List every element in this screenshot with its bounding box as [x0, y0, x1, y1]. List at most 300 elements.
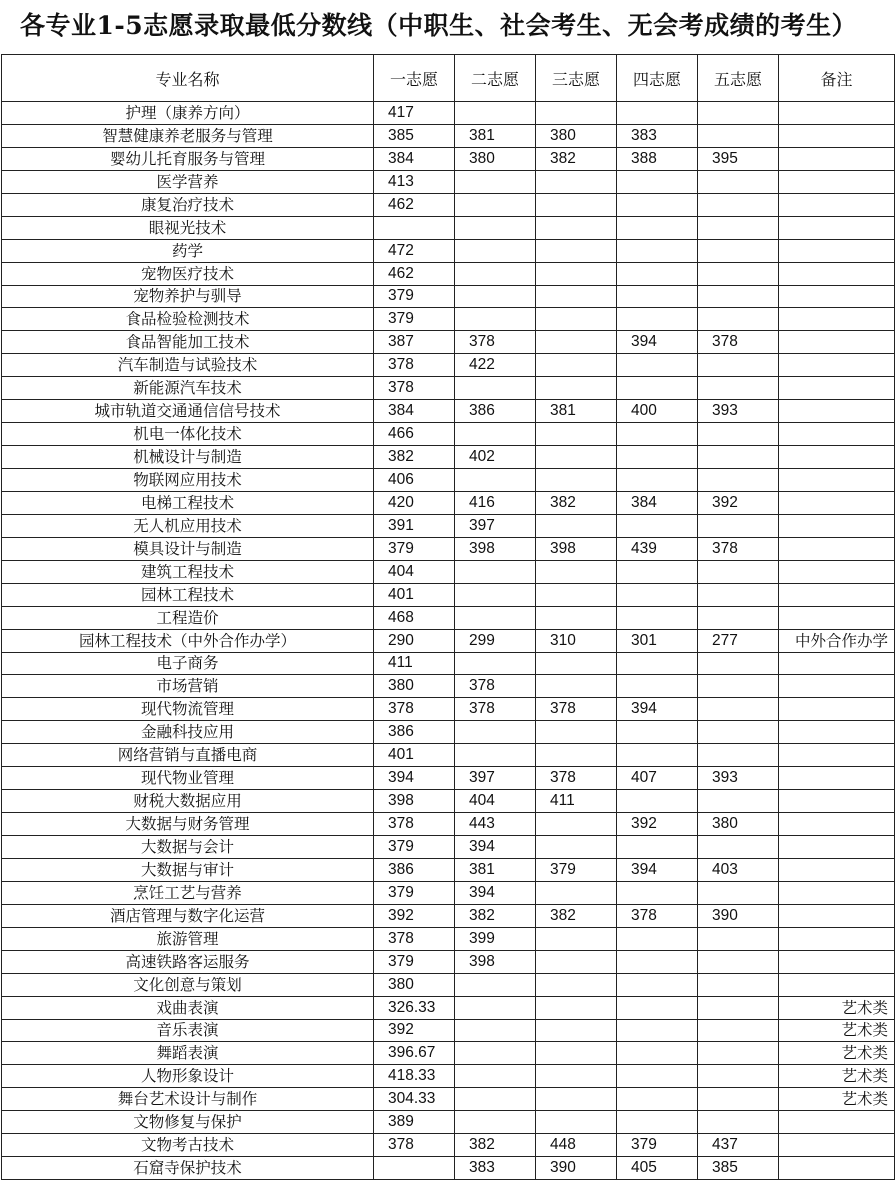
- score-choice-2-cell: 382: [455, 1134, 536, 1157]
- score-choice-4-cell: [617, 239, 698, 262]
- major-name-cell: 食品智能加工技术: [2, 331, 374, 354]
- major-name-cell: 大数据与审计: [2, 858, 374, 881]
- score-choice-4-cell: [617, 721, 698, 744]
- major-name-cell: 石窟寺保护技术: [2, 1157, 374, 1180]
- score-choice-2-cell: [455, 1019, 536, 1042]
- remarks-cell: [779, 469, 895, 492]
- score-choice-3-cell: 380: [536, 124, 617, 147]
- table-row: [2, 446, 895, 469]
- score-choice-3-cell: [536, 881, 617, 904]
- score-choice-3-cell: 381: [536, 400, 617, 423]
- remarks-cell: [779, 973, 895, 996]
- major-name-cell: 眼视光技术: [2, 216, 374, 239]
- score-choice-1-cell: 391: [374, 514, 455, 537]
- score-choice-5-cell: [698, 790, 779, 813]
- major-name-cell: 舞蹈表演: [2, 1042, 374, 1065]
- score-choice-1-cell: 401: [374, 583, 455, 606]
- table-row: [2, 377, 895, 400]
- score-choice-1-cell: 379: [374, 308, 455, 331]
- remarks-cell: [779, 377, 895, 400]
- score-choice-5-cell: 277: [698, 629, 779, 652]
- table-row: [2, 606, 895, 629]
- score-choice-2-cell: [455, 102, 536, 125]
- remarks-cell: 艺术类: [779, 1065, 895, 1088]
- score-choice-3-cell: 378: [536, 767, 617, 790]
- remarks-cell: [779, 446, 895, 469]
- score-choice-2-cell: [455, 170, 536, 193]
- score-choice-5-cell: [698, 1111, 779, 1134]
- score-choice-5-cell: [698, 950, 779, 973]
- score-choice-4-cell: [617, 881, 698, 904]
- score-choice-3-cell: [536, 1019, 617, 1042]
- remarks-cell: [779, 308, 895, 331]
- remarks-cell: [779, 790, 895, 813]
- major-name-cell: 模具设计与制造: [2, 537, 374, 560]
- remarks-cell: [779, 491, 895, 514]
- major-name-cell: 舞台艺术设计与制作: [2, 1088, 374, 1111]
- major-name-cell: 药学: [2, 239, 374, 262]
- remarks-cell: [779, 354, 895, 377]
- header-choice-3: 三志愿: [536, 55, 617, 102]
- score-choice-2-cell: [455, 423, 536, 446]
- score-choice-3-cell: 398: [536, 537, 617, 560]
- score-choice-3-cell: [536, 1088, 617, 1111]
- major-name-cell: 市场营销: [2, 675, 374, 698]
- score-choice-5-cell: [698, 216, 779, 239]
- major-name-cell: 网络营销与直播电商: [2, 744, 374, 767]
- major-name-cell: 康复治疗技术: [2, 193, 374, 216]
- table-row: [2, 262, 895, 285]
- remarks-cell: [779, 950, 895, 973]
- score-choice-3-cell: [536, 514, 617, 537]
- table-row: [2, 124, 895, 147]
- table-row: [2, 469, 895, 492]
- score-choice-5-cell: [698, 239, 779, 262]
- score-choice-2-cell: [455, 560, 536, 583]
- score-choice-5-cell: [698, 836, 779, 859]
- table-row: [2, 170, 895, 193]
- score-choice-5-cell: [698, 698, 779, 721]
- score-choice-2-cell: [455, 973, 536, 996]
- remarks-cell: 艺术类: [779, 996, 895, 1019]
- remarks-cell: [779, 170, 895, 193]
- score-choice-2-cell: 399: [455, 927, 536, 950]
- score-choice-4-cell: 388: [617, 147, 698, 170]
- table-row: [2, 102, 895, 125]
- table-row: [2, 698, 895, 721]
- score-choice-3-cell: [536, 469, 617, 492]
- score-choice-5-cell: [698, 927, 779, 950]
- remarks-cell: [779, 744, 895, 767]
- table-row: [2, 193, 895, 216]
- score-choice-4-cell: [617, 102, 698, 125]
- score-choice-3-cell: [536, 423, 617, 446]
- score-choice-2-cell: [455, 1065, 536, 1088]
- major-name-cell: 财税大数据应用: [2, 790, 374, 813]
- score-choice-2-cell: [455, 583, 536, 606]
- score-choice-2-cell: [455, 469, 536, 492]
- remarks-cell: 艺术类: [779, 1088, 895, 1111]
- major-name-cell: 园林工程技术: [2, 583, 374, 606]
- score-choice-3-cell: [536, 331, 617, 354]
- score-choice-4-cell: 392: [617, 813, 698, 836]
- table-row: [2, 881, 895, 904]
- score-choice-5-cell: [698, 102, 779, 125]
- table-row: [2, 767, 895, 790]
- score-choice-2-cell: [455, 721, 536, 744]
- score-choice-3-cell: [536, 721, 617, 744]
- score-choice-1-cell: 384: [374, 400, 455, 423]
- score-choice-2-cell: [455, 285, 536, 308]
- major-name-cell: 大数据与会计: [2, 836, 374, 859]
- score-choice-3-cell: 382: [536, 147, 617, 170]
- remarks-cell: [779, 1157, 895, 1180]
- table-row: [2, 400, 895, 423]
- score-choice-2-cell: 394: [455, 836, 536, 859]
- score-choice-3-cell: [536, 744, 617, 767]
- major-name-cell: 智慧健康养老服务与管理: [2, 124, 374, 147]
- remarks-cell: [779, 904, 895, 927]
- score-choice-1-cell: 417: [374, 102, 455, 125]
- score-choice-5-cell: [698, 262, 779, 285]
- table-body: [2, 102, 895, 1180]
- score-choice-4-cell: [617, 308, 698, 331]
- score-choice-4-cell: 405: [617, 1157, 698, 1180]
- remarks-cell: [779, 1134, 895, 1157]
- score-choice-4-cell: [617, 1019, 698, 1042]
- remarks-cell: [779, 836, 895, 859]
- score-choice-5-cell: [698, 124, 779, 147]
- score-choice-5-cell: [698, 652, 779, 675]
- score-choice-2-cell: 383: [455, 1157, 536, 1180]
- remarks-cell: [779, 124, 895, 147]
- score-choice-1-cell: 387: [374, 331, 455, 354]
- table-row: [2, 423, 895, 446]
- score-choice-5-cell: [698, 1042, 779, 1065]
- table-row: [2, 514, 895, 537]
- score-choice-2-cell: 380: [455, 147, 536, 170]
- table-row: [2, 996, 895, 1019]
- major-name-cell: 工程造价: [2, 606, 374, 629]
- score-choice-1-cell: 462: [374, 193, 455, 216]
- score-choice-1-cell: 389: [374, 1111, 455, 1134]
- score-choice-2-cell: 381: [455, 858, 536, 881]
- score-choice-3-cell: [536, 583, 617, 606]
- table-row: [2, 1111, 895, 1134]
- score-choice-5-cell: [698, 308, 779, 331]
- major-name-cell: 宠物养护与驯导: [2, 285, 374, 308]
- table-row: [2, 583, 895, 606]
- table-row: [2, 560, 895, 583]
- score-choice-1-cell: 378: [374, 698, 455, 721]
- score-choice-5-cell: [698, 560, 779, 583]
- score-choice-2-cell: 394: [455, 881, 536, 904]
- score-choice-3-cell: [536, 996, 617, 1019]
- score-choice-3-cell: [536, 560, 617, 583]
- table-row: [2, 836, 895, 859]
- score-choice-4-cell: [617, 973, 698, 996]
- score-choice-1-cell: [374, 216, 455, 239]
- score-choice-5-cell: 392: [698, 491, 779, 514]
- score-choice-4-cell: [617, 170, 698, 193]
- score-choice-2-cell: [455, 239, 536, 262]
- header-remarks: 备注: [779, 55, 895, 102]
- table-row: [2, 354, 895, 377]
- score-choice-1-cell: 392: [374, 904, 455, 927]
- remarks-cell: [779, 767, 895, 790]
- major-name-cell: 现代物流管理: [2, 698, 374, 721]
- score-choice-1-cell: 379: [374, 836, 455, 859]
- score-choice-4-cell: [617, 216, 698, 239]
- score-choice-5-cell: [698, 744, 779, 767]
- score-choice-1-cell: 396.67: [374, 1042, 455, 1065]
- remarks-cell: [779, 537, 895, 560]
- score-choice-2-cell: [455, 996, 536, 1019]
- score-choice-4-cell: [617, 927, 698, 950]
- score-choice-3-cell: [536, 606, 617, 629]
- score-choice-3-cell: [536, 216, 617, 239]
- score-choice-2-cell: 378: [455, 675, 536, 698]
- score-choice-5-cell: 393: [698, 400, 779, 423]
- score-choice-2-cell: 299: [455, 629, 536, 652]
- score-choice-2-cell: [455, 377, 536, 400]
- score-choice-4-cell: [617, 423, 698, 446]
- score-choice-5-cell: 385: [698, 1157, 779, 1180]
- major-name-cell: 人物形象设计: [2, 1065, 374, 1088]
- table-row: [2, 491, 895, 514]
- table-row: [2, 1019, 895, 1042]
- remarks-cell: [779, 216, 895, 239]
- score-choice-3-cell: [536, 446, 617, 469]
- score-choice-5-cell: [698, 996, 779, 1019]
- score-choice-3-cell: [536, 950, 617, 973]
- score-choice-3-cell: [536, 239, 617, 262]
- table-row: [2, 790, 895, 813]
- remarks-cell: [779, 193, 895, 216]
- score-choice-1-cell: 420: [374, 491, 455, 514]
- score-choice-1-cell: 466: [374, 423, 455, 446]
- major-name-cell: 烹饪工艺与营养: [2, 881, 374, 904]
- score-choice-3-cell: 382: [536, 904, 617, 927]
- header-choice-2: 二志愿: [455, 55, 536, 102]
- score-choice-1-cell: 379: [374, 285, 455, 308]
- score-choice-3-cell: 382: [536, 491, 617, 514]
- score-choice-5-cell: [698, 354, 779, 377]
- major-name-cell: 电梯工程技术: [2, 491, 374, 514]
- score-choice-4-cell: [617, 675, 698, 698]
- remarks-cell: [779, 514, 895, 537]
- score-choice-5-cell: 395: [698, 147, 779, 170]
- score-choice-2-cell: [455, 744, 536, 767]
- score-choice-3-cell: [536, 1042, 617, 1065]
- score-choice-3-cell: 448: [536, 1134, 617, 1157]
- remarks-cell: [779, 813, 895, 836]
- score-choice-2-cell: [455, 1088, 536, 1111]
- remarks-cell: [779, 239, 895, 262]
- score-choice-4-cell: [617, 1065, 698, 1088]
- major-name-cell: 现代物业管理: [2, 767, 374, 790]
- score-choice-3-cell: [536, 102, 617, 125]
- score-choice-4-cell: [617, 744, 698, 767]
- score-choice-4-cell: 379: [617, 1134, 698, 1157]
- major-name-cell: 高速铁路客运服务: [2, 950, 374, 973]
- score-choice-4-cell: 394: [617, 858, 698, 881]
- score-choice-4-cell: [617, 262, 698, 285]
- major-name-cell: 物联网应用技术: [2, 469, 374, 492]
- remarks-cell: [779, 881, 895, 904]
- score-choice-4-cell: [617, 560, 698, 583]
- score-choice-4-cell: [617, 652, 698, 675]
- table-row: [2, 1088, 895, 1111]
- table-row: [2, 744, 895, 767]
- score-choice-3-cell: 379: [536, 858, 617, 881]
- score-choice-5-cell: [698, 881, 779, 904]
- score-choice-1-cell: 380: [374, 973, 455, 996]
- score-choice-4-cell: [617, 836, 698, 859]
- header-major-name: 专业名称: [2, 55, 374, 102]
- score-choice-5-cell: [698, 721, 779, 744]
- table-row: [2, 652, 895, 675]
- score-choice-5-cell: [698, 514, 779, 537]
- header-choice-4: 四志愿: [617, 55, 698, 102]
- score-choice-2-cell: [455, 262, 536, 285]
- score-choice-2-cell: 398: [455, 950, 536, 973]
- score-choice-4-cell: 407: [617, 767, 698, 790]
- admission-score-table: [1, 54, 895, 1180]
- remarks-cell: [779, 606, 895, 629]
- score-choice-4-cell: 394: [617, 698, 698, 721]
- remarks-cell: 艺术类: [779, 1019, 895, 1042]
- score-choice-4-cell: [617, 950, 698, 973]
- score-choice-3-cell: 310: [536, 629, 617, 652]
- score-choice-5-cell: [698, 606, 779, 629]
- score-choice-1-cell: 378: [374, 377, 455, 400]
- score-choice-4-cell: [617, 469, 698, 492]
- score-choice-3-cell: [536, 836, 617, 859]
- document-title: 各专业1-5志愿录取最低分数线（中职生、社会考生、无会考成绩的考生）: [20, 11, 858, 40]
- score-choice-5-cell: 378: [698, 331, 779, 354]
- table-row: [2, 629, 895, 652]
- score-choice-4-cell: [617, 446, 698, 469]
- score-choice-1-cell: 411: [374, 652, 455, 675]
- score-choice-1-cell: 326.33: [374, 996, 455, 1019]
- score-choice-2-cell: 378: [455, 698, 536, 721]
- score-choice-3-cell: [536, 652, 617, 675]
- score-choice-3-cell: [536, 813, 617, 836]
- table-row: [2, 973, 895, 996]
- score-choice-5-cell: [698, 469, 779, 492]
- score-choice-3-cell: [536, 193, 617, 216]
- major-name-cell: 金融科技应用: [2, 721, 374, 744]
- score-choice-3-cell: 390: [536, 1157, 617, 1180]
- table-row: [2, 1134, 895, 1157]
- score-choice-2-cell: 398: [455, 537, 536, 560]
- score-choice-1-cell: 394: [374, 767, 455, 790]
- score-choice-5-cell: [698, 377, 779, 400]
- score-choice-2-cell: [455, 652, 536, 675]
- score-choice-1-cell: 386: [374, 858, 455, 881]
- score-choice-2-cell: 404: [455, 790, 536, 813]
- score-choice-2-cell: 382: [455, 904, 536, 927]
- score-choice-5-cell: [698, 973, 779, 996]
- score-choice-4-cell: [617, 1042, 698, 1065]
- table-row: [2, 858, 895, 881]
- table-row: [2, 1157, 895, 1180]
- score-choice-1-cell: 384: [374, 147, 455, 170]
- score-choice-4-cell: [617, 354, 698, 377]
- major-name-cell: 电子商务: [2, 652, 374, 675]
- score-choice-2-cell: [455, 1042, 536, 1065]
- score-choice-1-cell: 413: [374, 170, 455, 193]
- score-choice-4-cell: 400: [617, 400, 698, 423]
- score-choice-4-cell: [617, 1088, 698, 1111]
- score-choice-4-cell: [617, 193, 698, 216]
- score-choice-1-cell: 304.33: [374, 1088, 455, 1111]
- remarks-cell: [779, 423, 895, 446]
- table-row: [2, 1065, 895, 1088]
- score-choice-5-cell: 378: [698, 537, 779, 560]
- remarks-cell: [779, 1111, 895, 1134]
- remarks-cell: [779, 927, 895, 950]
- score-choice-5-cell: [698, 1088, 779, 1111]
- score-choice-4-cell: [617, 790, 698, 813]
- score-choice-3-cell: 378: [536, 698, 617, 721]
- score-choice-4-cell: 384: [617, 491, 698, 514]
- score-choice-4-cell: [617, 1111, 698, 1134]
- header-choice-5: 五志愿: [698, 55, 779, 102]
- score-choice-4-cell: 378: [617, 904, 698, 927]
- score-choice-1-cell: 406: [374, 469, 455, 492]
- score-choice-1-cell: 379: [374, 881, 455, 904]
- score-choice-1-cell: 398: [374, 790, 455, 813]
- score-choice-2-cell: 381: [455, 124, 536, 147]
- score-choice-3-cell: [536, 262, 617, 285]
- score-choice-5-cell: [698, 285, 779, 308]
- score-choice-1-cell: 418.33: [374, 1065, 455, 1088]
- score-choice-2-cell: 397: [455, 767, 536, 790]
- score-choice-2-cell: 402: [455, 446, 536, 469]
- score-choice-4-cell: 439: [617, 537, 698, 560]
- score-choice-1-cell: 385: [374, 124, 455, 147]
- score-choice-1-cell: 462: [374, 262, 455, 285]
- score-choice-5-cell: [698, 675, 779, 698]
- remarks-cell: [779, 721, 895, 744]
- major-name-cell: 大数据与财务管理: [2, 813, 374, 836]
- score-choice-4-cell: [617, 583, 698, 606]
- score-choice-1-cell: 378: [374, 354, 455, 377]
- score-choice-4-cell: 383: [617, 124, 698, 147]
- score-choice-1-cell: 378: [374, 1134, 455, 1157]
- remarks-cell: [779, 560, 895, 583]
- remarks-cell: [779, 147, 895, 170]
- remarks-cell: [779, 285, 895, 308]
- table-row: [2, 813, 895, 836]
- table-row: [2, 331, 895, 354]
- table-row: [2, 721, 895, 744]
- table-row: [2, 675, 895, 698]
- major-name-cell: 新能源汽车技术: [2, 377, 374, 400]
- score-choice-1-cell: 404: [374, 560, 455, 583]
- major-name-cell: 护理（康养方向）: [2, 102, 374, 125]
- table-header-row: [2, 55, 895, 102]
- major-name-cell: 机电一体化技术: [2, 423, 374, 446]
- score-choice-1-cell: 392: [374, 1019, 455, 1042]
- score-choice-5-cell: [698, 193, 779, 216]
- score-choice-2-cell: 416: [455, 491, 536, 514]
- remarks-cell: [779, 102, 895, 125]
- score-choice-4-cell: [617, 377, 698, 400]
- table-row: [2, 308, 895, 331]
